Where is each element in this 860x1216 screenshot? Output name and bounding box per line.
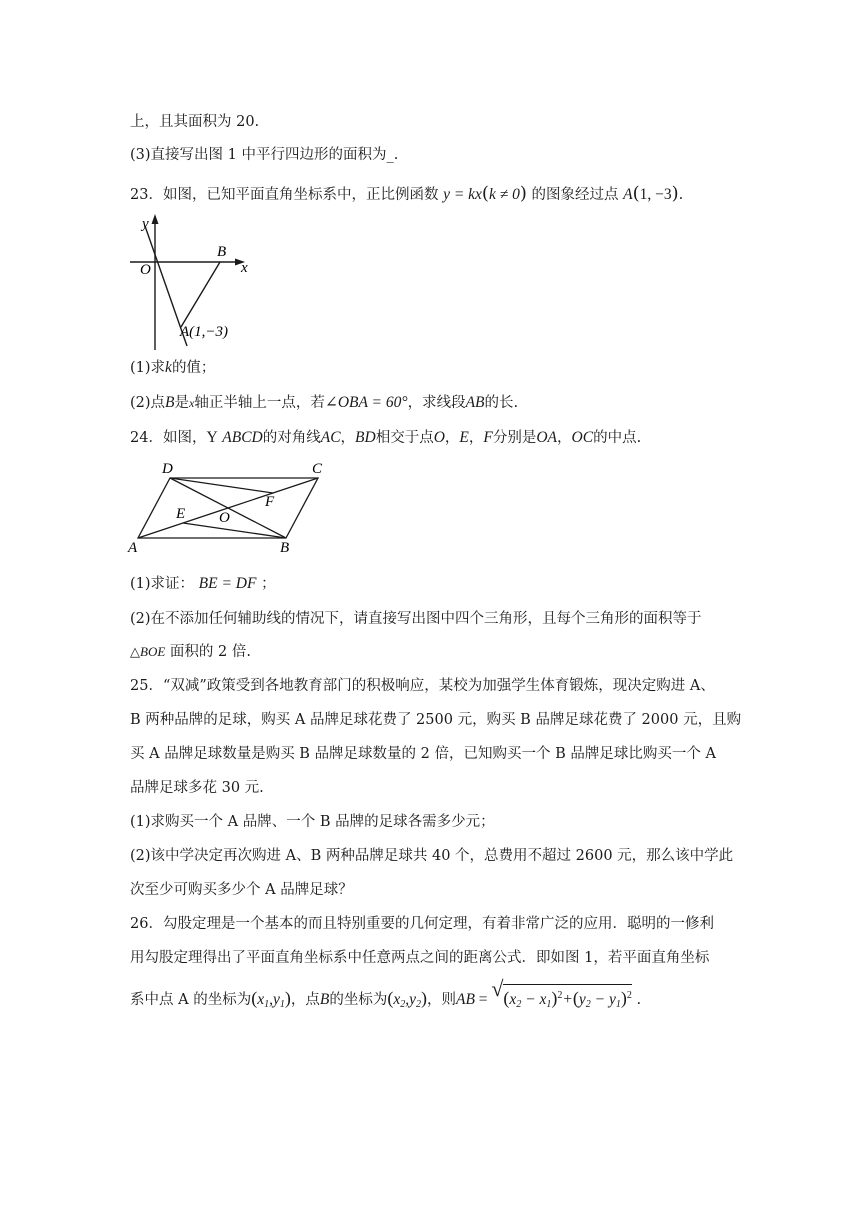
q24-stem <box>130 428 641 448</box>
q23-part2-text-c: 轴正半轴上一点，若 <box>194 395 325 411</box>
q24-bd: BD <box>355 429 376 446</box>
q24-comma-1: ， <box>340 430 356 446</box>
q25-part1: (1)求购买一个 A 品牌、一个 B 品牌的足球各需多少元； <box>130 814 495 830</box>
q23-label-a: A(1,−3) <box>180 324 229 340</box>
q25-line2: B 两种品牌的足球，购买 A 品牌足球花费了 2500 元，购买 B 品牌足球花费了 2000 元，且购 <box>130 712 742 728</box>
q26-point-b-coords: $(x_2,y_2)$ <box>387 988 427 1010</box>
q23-part1-k: k <box>165 359 172 376</box>
q24-oa: OA <box>536 429 558 446</box>
q23-function: y = kx <box>443 186 482 203</box>
q22-part3-text: (3)直接写出图 1 中平行四边形的面积为_. <box>130 147 399 163</box>
q25-line3: 买 A 品牌足球数量是购买 B 品牌足球数量的 2 倍，已知购买一个 B 品牌足球比购买一个 A <box>130 746 716 762</box>
q23-stem-end: . <box>678 187 684 203</box>
q24-comma-4: ， <box>557 430 572 446</box>
q24-label-b: B <box>280 540 290 556</box>
q22-tail-text: 上，且其面积为 20. <box>130 114 260 130</box>
q24-ac: AC <box>320 429 341 446</box>
q23-part2-x: x <box>189 396 195 410</box>
q24-stem-text-a: 24．如图， <box>130 430 207 446</box>
q23-part2-text-a: (2)点 <box>130 395 166 411</box>
q23-label-o: O <box>140 262 151 278</box>
q24-f: F <box>483 429 493 446</box>
q26-line3-text-b: ，点 <box>290 992 320 1008</box>
q26-b-var: B <box>319 991 330 1008</box>
q23-segment-ab <box>181 262 220 327</box>
q23-point-coords: 1, −3 <box>639 186 672 203</box>
q23-stem-text-a: 23．如图，已知平面直角坐标系中，正比例函数 <box>130 187 439 203</box>
q23-figure <box>128 212 258 352</box>
q24-part1-text-a: (1)求证： <box>130 576 195 592</box>
q23-label-x: x <box>241 260 248 276</box>
q24-part1 <box>130 574 276 594</box>
q24-label-e: E <box>176 506 186 522</box>
q23-part2-b: B <box>165 394 175 411</box>
q24-part1-eq: BE = DF <box>198 575 257 592</box>
q23-stem: 23．如图，已知平面直角坐标系中，正比例函数 y = kx(k ≠ 0) 的图象经过点 A(1, −3). <box>130 183 684 204</box>
q23-part2-text-b: 是 <box>174 395 190 411</box>
q26-distance-formula: √ $(x_2 - x_1)^2+(y_2 - y_1)^2$ <box>491 984 631 1015</box>
q26-ab: AB <box>455 991 475 1008</box>
q23-part1-text-a: (1)求 <box>130 360 166 376</box>
q24-label-o: O <box>219 510 230 526</box>
q24-label-f: F <box>265 494 275 510</box>
q23-label-y: y <box>142 216 149 232</box>
q26-line3-text-d: ，则 <box>426 992 456 1008</box>
q23-part2-ab: AB <box>465 394 485 411</box>
q26-line1: 26．勾股定理是一个基本的而且特别重要的几何定理，有着非常广泛的应用．聪明的一修利 <box>130 916 714 932</box>
q24-label-d: D <box>162 461 173 477</box>
q24-e: E <box>459 429 469 446</box>
q25-part2-line2: 次至少可购买多少个 A 品牌足球？ <box>130 882 353 898</box>
q26-line3: 系中点 A 的坐标为$(x_1,y_1)$，点B的坐标为$(x_2,y_2)$，则AB = √ $(x_2 - x_1)^2+(y_2 - y_1)^2$ . <box>130 984 641 1015</box>
q24-oc: OC <box>571 429 594 446</box>
q23-part1-text-b: 的值； <box>171 360 216 376</box>
q24-o: O <box>433 429 445 446</box>
q26-point-a-coords: $(x_1,y_1)$ <box>251 988 291 1010</box>
q24-stem-text-e: 的中点. <box>593 430 642 446</box>
q24-parallelogram-name: ABCD <box>222 429 263 446</box>
q23-part2-text-d: ，求线段 <box>407 395 466 411</box>
q23-y-arrow <box>152 214 159 224</box>
q24-label-c: C <box>312 461 323 477</box>
q24-figure <box>126 458 336 558</box>
q23-point-name: A <box>623 186 633 203</box>
q23-stem-text-b: 的图象经过点 <box>531 187 619 203</box>
q24-part2-line1: (2)在不添加任何辅助线的情况下，请直接写出图中四个三角形，且每个三角形的面积等于 <box>130 611 702 627</box>
q24-part2-text: 面积的 2 倍. <box>169 644 251 660</box>
q23-part2-angle: ∠OBA = 60° <box>324 394 408 411</box>
q24-comma-3: ， <box>468 430 484 446</box>
q25-line1: 25．“双减”政策受到各地教育部门的积极响应，某校为加强学生体育锻炼，现决定购进 A、 <box>130 678 715 694</box>
q24-stem-text-c: 相交于点 <box>375 430 434 446</box>
q25-line4: 品牌足球多花 30 元. <box>130 780 264 796</box>
q23-label-b: B <box>217 244 227 260</box>
q26-line3-text-a: 系中点 A 的坐标为 <box>130 992 252 1008</box>
q23-part2-text-e: 的长. <box>484 395 519 411</box>
q26-line2: 用勾股定理得出了平面直角坐标系中任意两点之间的距离公式．即如图 1，若平面直角坐标 <box>130 950 710 966</box>
q25-part2-line1: (2)该中学决定再次购进 A、B 两种品牌足球共 40 个，总费用不超过 2600 元，那么该中学此 <box>130 848 734 864</box>
q23-condition: k ≠ 0 <box>488 186 520 203</box>
q23-part1 <box>130 358 215 378</box>
q24-parallelogram-symbol: Y <box>206 429 218 446</box>
q24-part2-line2 <box>130 642 251 662</box>
q24-part2-triangle: △BOE <box>130 644 166 659</box>
q24-label-a: A <box>128 540 138 556</box>
q24-part1-text-b: ； <box>261 576 276 592</box>
q23-part2 <box>130 393 518 413</box>
q26-line3-end: . <box>636 992 642 1008</box>
q26-line3-text-c: 的坐标为 <box>329 992 388 1008</box>
q24-stem-text-b: 的对角线 <box>262 430 321 446</box>
q24-stem-text-d: 分别是 <box>492 430 537 446</box>
q24-comma-2: ， <box>444 430 460 446</box>
